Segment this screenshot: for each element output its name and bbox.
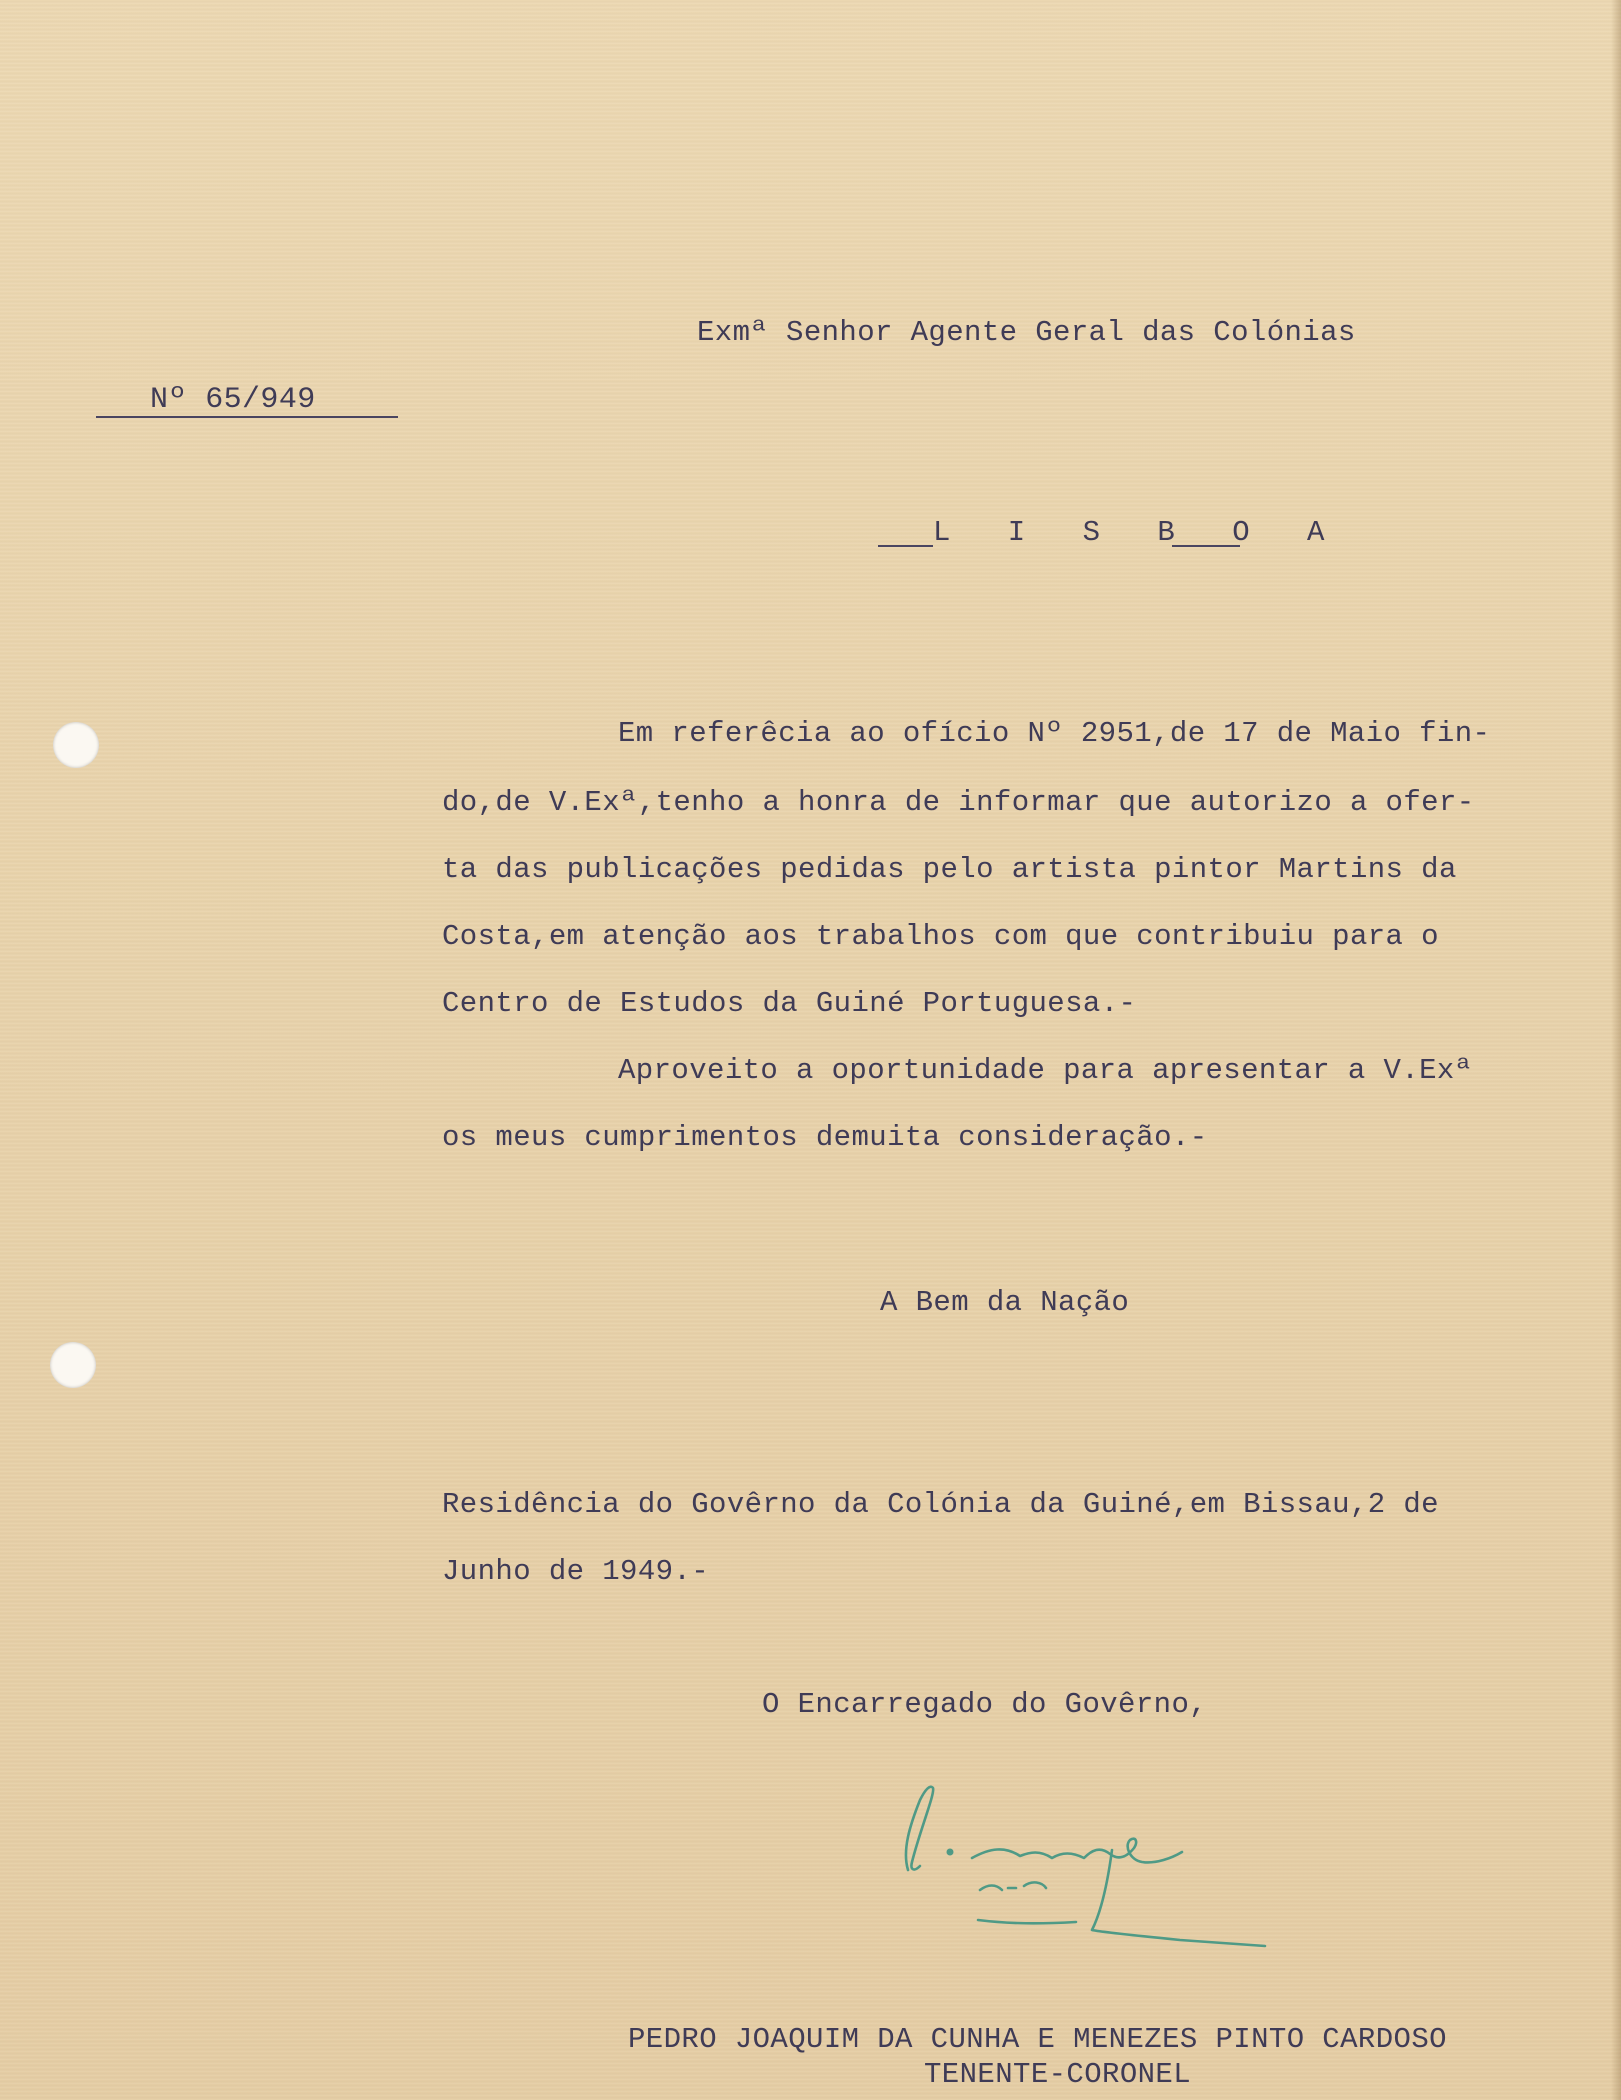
handwritten-signature [880, 1770, 1280, 1970]
place-date-line: Residência do Govêrno da Colónia da Guiné,em Bissau,2 de [442, 1488, 1439, 1521]
punch-hole-bottom [50, 1342, 96, 1388]
body-line: Centro de Estudos da Guiné Portuguesa.- [442, 987, 1137, 1020]
body-line: Aproveito a oportunidade para apresentar a V.Exª [618, 1054, 1473, 1087]
page-edge-shadow [1611, 0, 1621, 2100]
reference-underline [96, 416, 398, 418]
city-dash-right [1172, 545, 1240, 547]
salutation: A Bem da Nação [880, 1286, 1130, 1319]
body-line: os meus cumprimentos demuita consideração.- [442, 1121, 1208, 1154]
body-line: ta das publicações pedidas pelo artista pintor Martins da [442, 853, 1457, 886]
destination-city: L I S B O A [933, 516, 1345, 549]
place-date-line: Junho de 1949.- [442, 1555, 710, 1588]
addressee-line: Exmª Senhor Agente Geral das Colónias [697, 316, 1356, 349]
signer-name: PEDRO JOAQUIM DA CUNHA E MENEZES PINTO CARDOSO [628, 2023, 1447, 2056]
body-line: Em referêcia ao ofício Nº 2951,de 17 de Maio fin- [618, 717, 1491, 750]
body-line: Costa,em atenção aos trabalhos com que contribuiu para o [442, 920, 1439, 953]
body-line: do,de V.Exª,tenho a honra de informar que autorizo a ofer- [442, 786, 1475, 819]
city-dash-left [878, 545, 933, 547]
signer-rank: TENENTE-CORONEL [924, 2058, 1192, 2091]
signer-title: O Encarregado do Govêrno, [762, 1688, 1208, 1721]
punch-hole-top [53, 722, 99, 768]
reference-number: Nº 65/949 [150, 383, 316, 417]
